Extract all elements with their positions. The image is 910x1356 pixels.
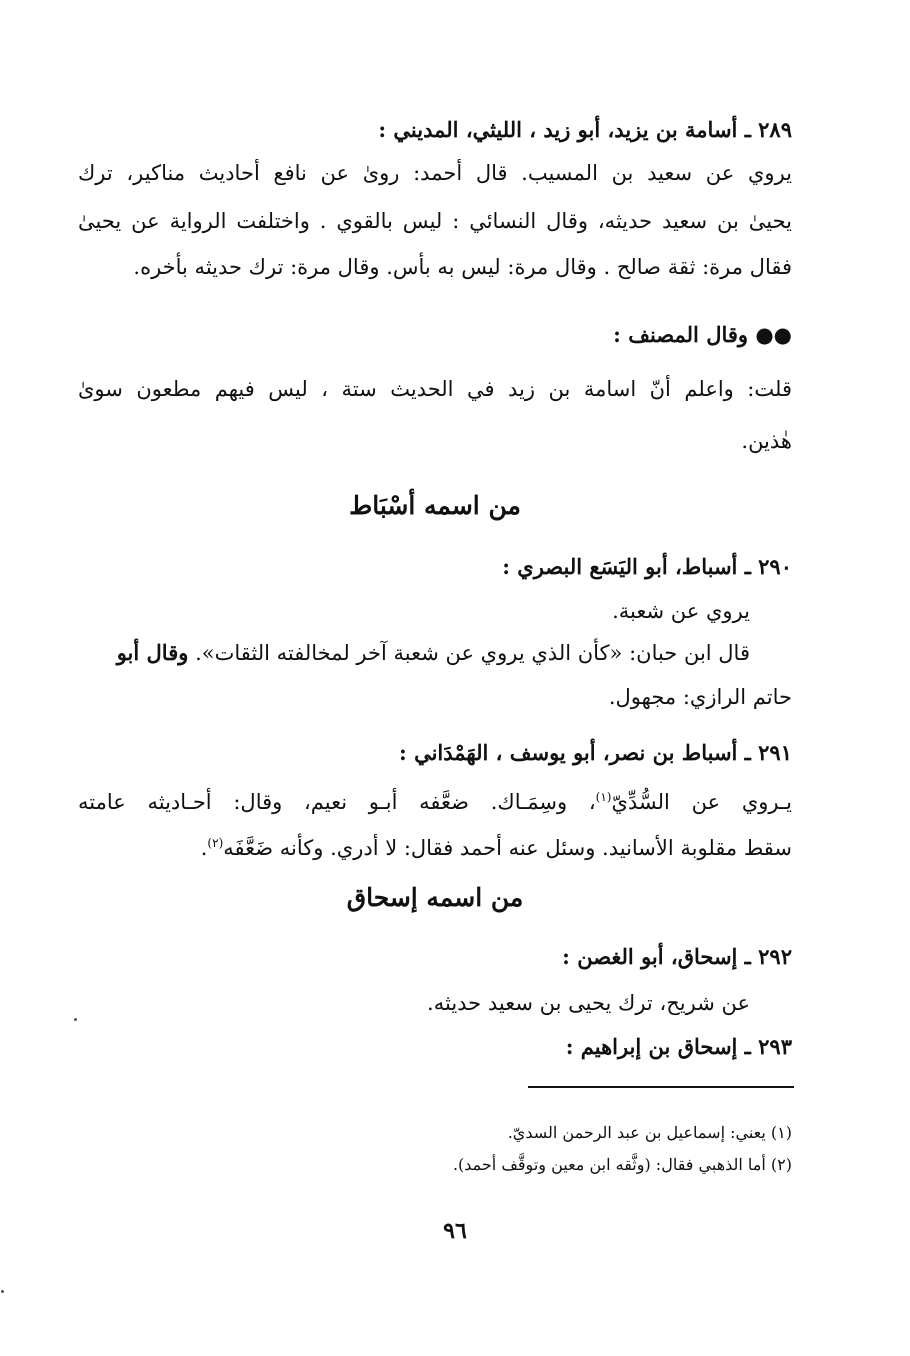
entry-291-line-1 [78, 780, 792, 819]
entry-291-text-a: يـروي عن السُّدِّيّ [611, 790, 792, 814]
entry-291-text-b: ، وسِمَـاك. ضعَّفه أبـو نعيم، وقال: أحـاديثه عامته [78, 790, 596, 814]
scan-speck [1, 1290, 4, 1293]
entry-292-line-1: عن شريح، ترك يحيى بن سعيد حديثه. [427, 991, 750, 1015]
scan-speck [74, 1018, 77, 1021]
entry-292-heading: ٢٩٢ ـ إسحاق، أبو الغصن : [562, 944, 792, 969]
entry-290-line-2 [117, 636, 750, 670]
author-note-heading: ●● وقال المصنف : [613, 322, 792, 347]
footnote-ref-2: (٢) [207, 836, 224, 850]
entry-289-line-2: يحيىٰ بن سعيد حديثه، وقال النسائي : ليس بالقوي . واختلفت الرواية عن يحيىٰ [78, 209, 793, 233]
section-heading-ishaq: من اسمه إسحاق [346, 883, 524, 912]
author-note-line-1: قلت: واعلم أنّ اسامة بن زيد في الحديث ستة ، ليس فيهم مطعون سوىٰ [78, 377, 792, 401]
entry-293-heading: ٢٩٣ ـ إسحاق بن إبراهيم : [565, 1034, 792, 1059]
entry-290-heading: ٢٩٠ ـ أسباط، أبو اليَسَع البصري : [502, 554, 792, 579]
entry-289-line-1: يروي عن سعيد بن المسيب. قال أحمد: روىٰ عن نافع أحاديث مناكير، ترك [78, 161, 792, 185]
page-number: ٩٦ [443, 1218, 467, 1244]
footnote-2: (٢) أما الذهبي فقال: (وثَّقه ابن معين وتوقَّف أحمد). [452, 1155, 792, 1174]
ibn-hibban-quote: قال ابن حبان: «كأن الذي يروي عن شعبة آخر لمخالفته الثقات». [188, 641, 750, 665]
entry-291-text-c: سقط مقلوبة الأسانيد. وسئل عنه أحمد فقال: لا أدري. وكأنه ضَعَّفَه [223, 836, 792, 860]
footnote-1: (١) يعني: إسماعيل بن عبد الرحمن السديّ. [507, 1123, 792, 1142]
entry-289-heading: ٢٨٩ ـ أسامة بن يزيد، أبو زيد ، الليثي، المديني : [378, 117, 792, 142]
entry-290-line-3: حاتم الرازي: مجهول. [608, 685, 792, 709]
author-note-line-2: هٰذين. [741, 429, 792, 453]
entry-289-line-3: فقال مرة: ثقة صالح . وقال مرة: ليس به بأس. وقال مرة: ترك حديثه بأخره. [133, 255, 792, 279]
entry-291-line-2 [201, 826, 792, 865]
entry-291-text-d: . [200, 836, 208, 860]
entry-290-line-1: يروي عن شعبة. [612, 599, 750, 623]
footnote-separator [528, 1086, 794, 1088]
abu-hatim-intro: وقال أبو [116, 640, 189, 665]
section-heading-asbat: من اسمه أسْبَاط [349, 491, 521, 520]
entry-291-heading: ٢٩١ ـ أسباط بن نصر، أبو يوسف ، الهَمْدَاني : [399, 740, 792, 765]
footnote-ref-1: (١) [595, 790, 612, 804]
